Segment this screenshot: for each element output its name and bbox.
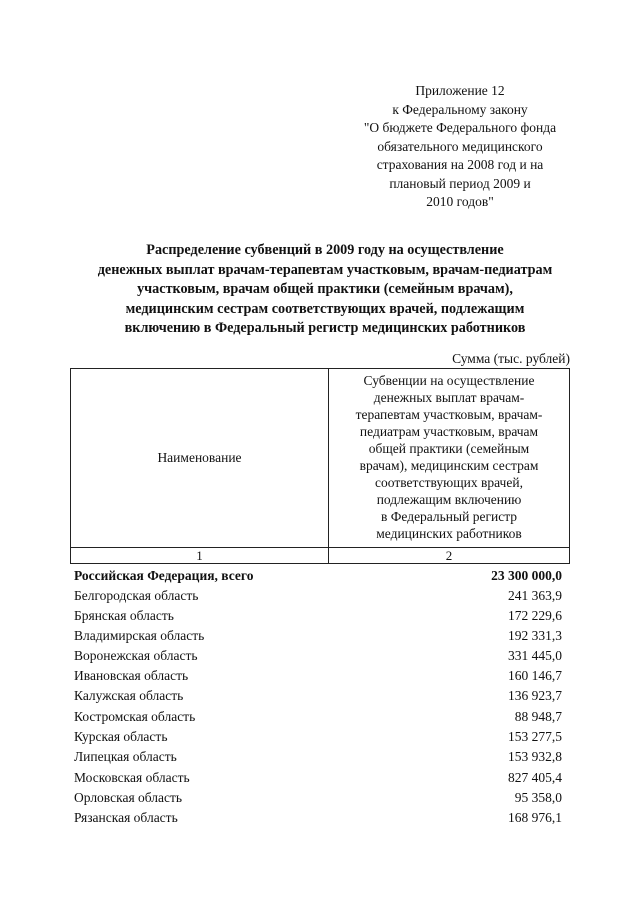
header-amount-line: медицинских работников	[376, 526, 522, 541]
document-title	[40, 241, 610, 339]
header-amount-line: соответствующих врачей,	[375, 475, 523, 490]
table-row	[0, 770, 640, 790]
appendix-block	[340, 82, 580, 212]
row-name: Курская область	[74, 729, 168, 744]
table-row	[0, 749, 640, 769]
row-value: 241 363,9	[508, 588, 562, 603]
header-name-label: Наименование	[157, 450, 242, 465]
table-row	[0, 608, 640, 628]
row-name: Российская Федерация, всего	[74, 568, 254, 583]
title-line: включению в Федеральный регистр медицинских работников	[124, 320, 526, 336]
header-amount-line: педиатрам участковым, врачам	[359, 424, 539, 439]
table-row	[0, 729, 640, 749]
row-value: 331 445,0	[508, 648, 562, 663]
table-row	[0, 709, 640, 729]
row-value: 192 331,3	[508, 628, 562, 643]
header-amount-line: в Федеральный регистр	[380, 509, 518, 524]
header-amount-column	[329, 369, 569, 547]
row-value: 168 976,1	[508, 810, 562, 825]
appendix-line: обязательного медицинского	[377, 138, 543, 154]
header-amount-line: общей практики (семейным	[368, 441, 530, 456]
table-row	[0, 668, 640, 688]
header-amount-line: подлежащим включению	[376, 492, 522, 507]
column-number-1: 1	[71, 548, 329, 563]
header-amount-line: врачам), медицинским сестрам	[359, 458, 539, 473]
table-row	[0, 810, 640, 830]
table-row	[0, 790, 640, 810]
title-line: участковым, врачам общей практики (семейным врачам),	[137, 281, 513, 297]
row-name: Брянская область	[74, 608, 174, 623]
table-row-total	[0, 568, 640, 588]
header-amount-line: Субвенции на осуществление	[363, 373, 535, 388]
appendix-line: к Федеральному закону	[392, 101, 528, 117]
column-number-row	[71, 547, 569, 563]
row-value: 23 300 000,0	[491, 568, 562, 583]
header-name-column	[71, 369, 329, 547]
table-row	[0, 628, 640, 648]
row-name: Воронежская область	[74, 648, 198, 663]
row-value: 827 405,4	[508, 770, 562, 785]
row-name: Костромская область	[74, 709, 196, 724]
table-row	[0, 588, 640, 608]
row-value: 95 358,0	[514, 790, 562, 805]
appendix-line: Приложение 12	[415, 83, 505, 98]
row-value: 88 948,7	[514, 709, 562, 724]
row-name: Орловская область	[74, 790, 183, 805]
row-value: 160 146,7	[508, 668, 562, 683]
row-value: 172 229,6	[508, 608, 562, 623]
row-name: Ивановская область	[74, 668, 189, 683]
table-row	[0, 648, 640, 668]
row-name: Липецкая область	[74, 749, 177, 764]
row-value: 153 277,5	[508, 729, 562, 744]
row-value: 153 932,8	[508, 749, 562, 764]
appendix-line: 2010 годов"	[426, 194, 494, 209]
title-line: медицинским сестрам соответствующих врачей, подлежащим	[125, 300, 525, 317]
appendix-line: "О бюджете Федерального фонда	[363, 120, 557, 135]
table-header	[70, 368, 570, 564]
header-amount-line: терапевтам участковым, врачам-	[355, 407, 543, 422]
unit-label: Сумма (тыс. рублей)	[452, 351, 570, 366]
table-row	[0, 688, 640, 708]
appendix-line: страхования на 2008 год и на	[376, 157, 544, 172]
column-number-2: 2	[445, 548, 453, 563]
row-name: Владимирская область	[74, 628, 205, 643]
row-name: Белгородская область	[74, 588, 199, 603]
header-amount-line: денежных выплат врачам-	[373, 390, 525, 405]
row-name: Рязанская область	[74, 810, 178, 825]
row-value: 136 923,7	[508, 688, 562, 703]
title-line: денежных выплат врачам-терапевтам участковым, врачам-педиатрам	[97, 261, 553, 278]
title-line: Распределение субвенций в 2009 году на осуществление	[146, 242, 504, 258]
row-name: Калужская область	[74, 688, 184, 703]
appendix-line: плановый период 2009 и	[389, 175, 531, 191]
row-name: Московская область	[74, 770, 190, 785]
